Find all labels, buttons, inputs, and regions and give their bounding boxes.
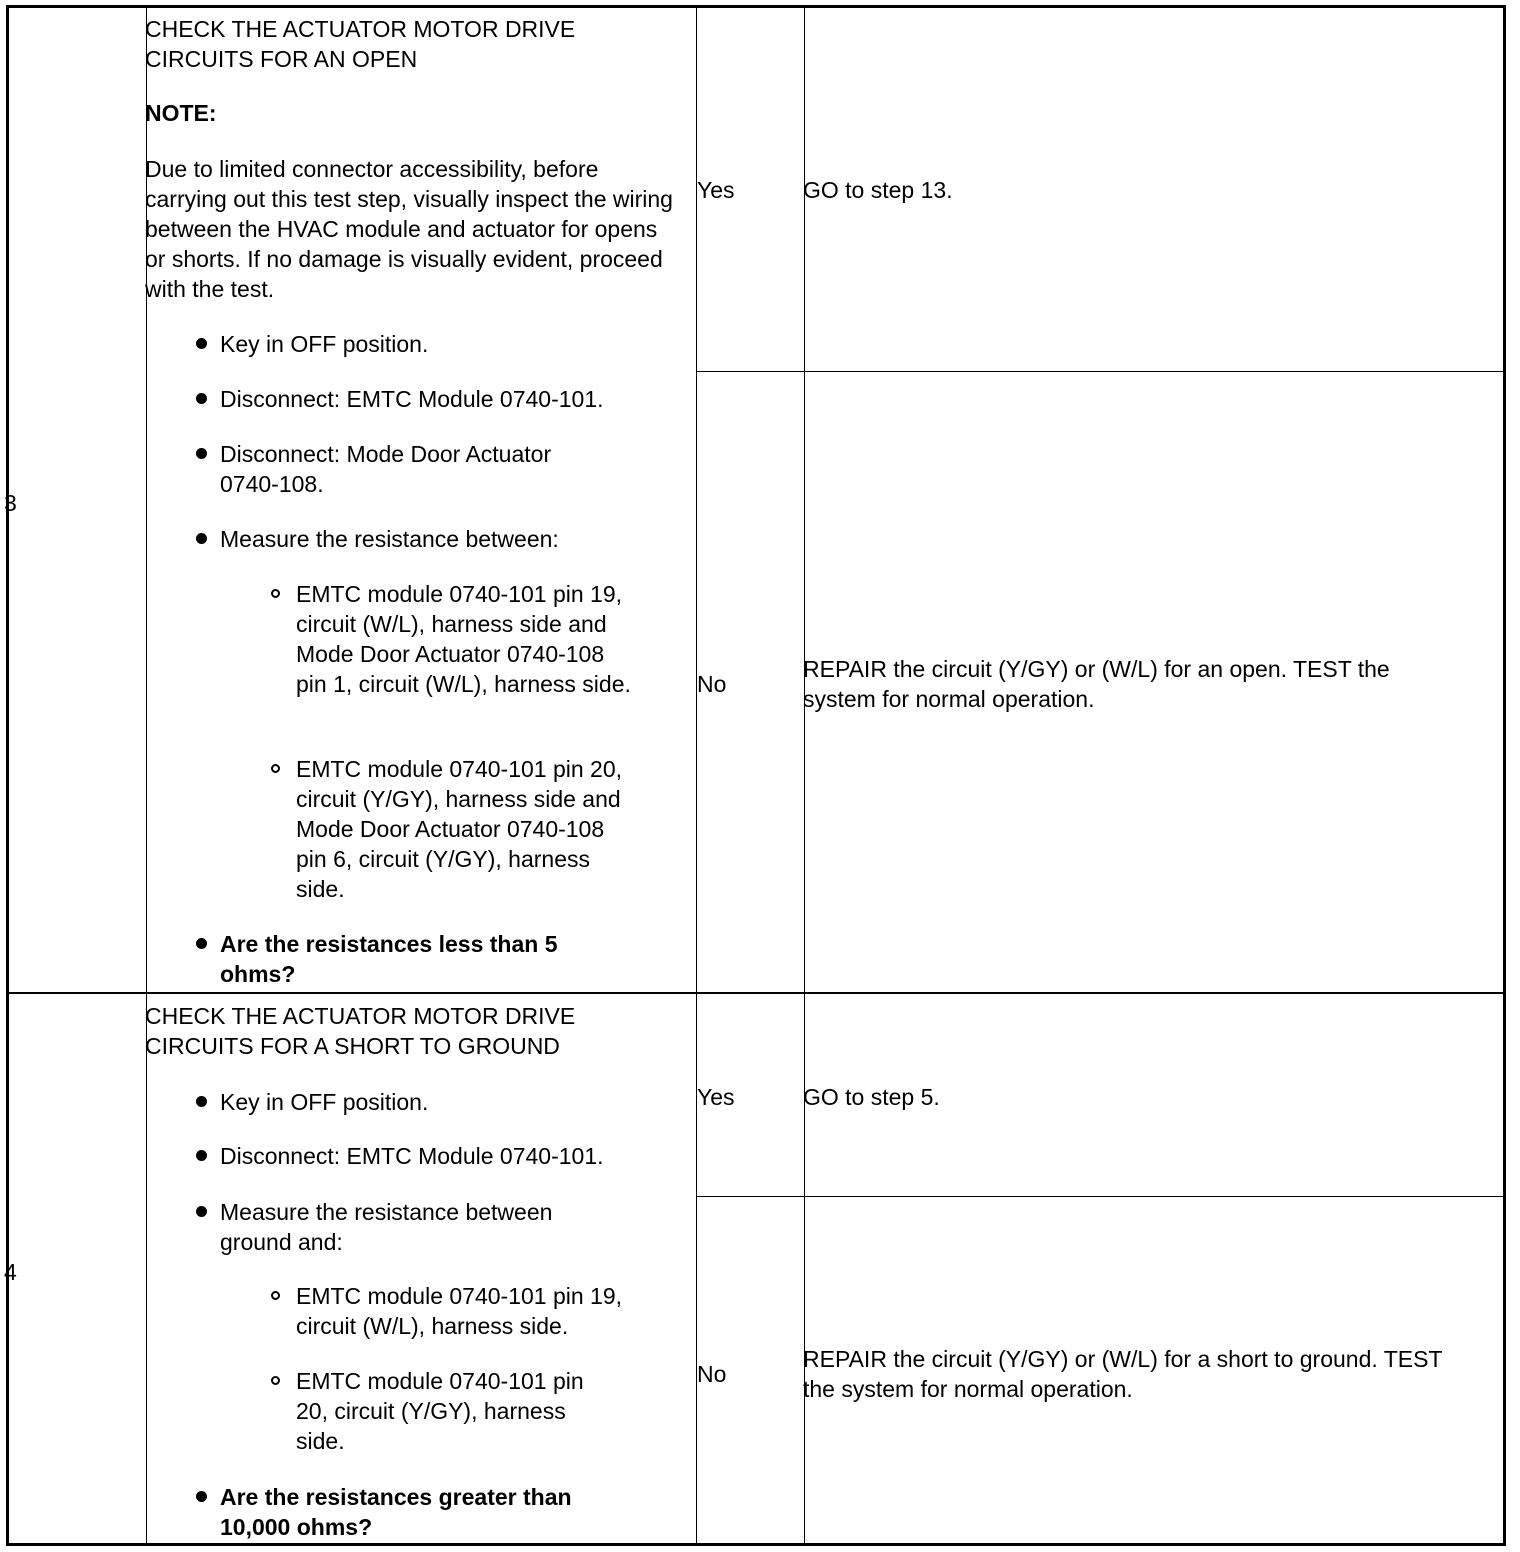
step3-yes-no-divider — [696, 371, 1504, 372]
bullet-icon — [196, 448, 207, 459]
list-item: Key in OFF position. — [220, 331, 429, 357]
yes-label: Yes — [697, 1084, 735, 1110]
yes-action: GO to step 13. — [803, 177, 953, 203]
bullet-icon — [196, 938, 207, 949]
list-item: Measure the resistance between: — [220, 526, 559, 552]
sub-list-item: EMTC module 0740-101 pin 19, circuit (W/L), harness side. — [296, 1283, 623, 1339]
list-item: Disconnect: EMTC Module 0740-101. — [220, 1143, 604, 1169]
step-title: CHECK THE ACTUATOR MOTOR DRIVE CIRCUITS FOR AN OPEN — [145, 16, 576, 72]
note-label: NOTE: — [145, 100, 217, 126]
question: Are the resistances greater than 10,000 ohms? — [220, 1484, 572, 1540]
sub-list-item: EMTC module 0740-101 pin 20, circuit (Y/GY), harness side and Mode Door Actuator 0740-108 pin 6, circuit (Y/GY), harness side. — [296, 756, 623, 902]
step-number: 3 — [4, 490, 17, 516]
no-action: REPAIR the circuit (Y/GY) or (W/L) for an open. TEST the system for normal operation. — [803, 656, 1390, 712]
sub-list-item: EMTC module 0740-101 pin 19, circuit (W/L), harness side and Mode Door Actuator 0740-108 pin 1, circuit (W/L), harness side. — [296, 581, 631, 697]
bullet-icon — [196, 338, 207, 349]
sub-bullet-icon — [271, 764, 280, 773]
no-label: No — [697, 671, 727, 697]
step-title: CHECK THE ACTUATOR MOTOR DRIVE CIRCUITS FOR A SHORT TO GROUND — [145, 1003, 576, 1059]
bullet-icon — [196, 1206, 207, 1217]
no-action: REPAIR the circuit (Y/GY) or (W/L) for a short to ground. TEST the system for normal operation. — [803, 1346, 1443, 1402]
column-divider — [804, 8, 805, 1543]
bullet-icon — [196, 1096, 207, 1107]
question: Are the resistances less than 5 ohms? — [220, 931, 558, 987]
note-text: Due to limited connector accessibility, before carrying out this test step, visually inspect the wiring between the HVAC module and actuator for opens or shorts. If no damage is visually evident, proceed with the test. — [145, 156, 673, 302]
sub-bullet-icon — [271, 589, 280, 598]
step4-yes-no-divider — [696, 1196, 1504, 1197]
sub-list-item: EMTC module 0740-101 pin 20, circuit (Y/GY), harness side. — [296, 1368, 584, 1454]
bullet-icon — [196, 533, 207, 544]
list-item: Disconnect: EMTC Module 0740-101. — [220, 386, 604, 412]
bullet-icon — [196, 393, 207, 404]
sub-bullet-icon — [271, 1376, 280, 1385]
list-item: Key in OFF position. — [220, 1089, 429, 1115]
column-divider — [696, 8, 697, 1543]
yes-label: Yes — [697, 177, 735, 203]
bullet-icon — [196, 1491, 207, 1502]
list-item: Measure the resistance between ground and: — [220, 1199, 553, 1255]
no-label: No — [697, 1361, 727, 1387]
row-divider — [9, 992, 1503, 994]
step-number: 4 — [4, 1259, 17, 1285]
bullet-icon — [196, 1150, 207, 1161]
list-item: Disconnect: Mode Door Actuator 0740-108. — [220, 441, 552, 497]
sub-bullet-icon — [271, 1291, 280, 1300]
yes-action: GO to step 5. — [803, 1084, 940, 1110]
